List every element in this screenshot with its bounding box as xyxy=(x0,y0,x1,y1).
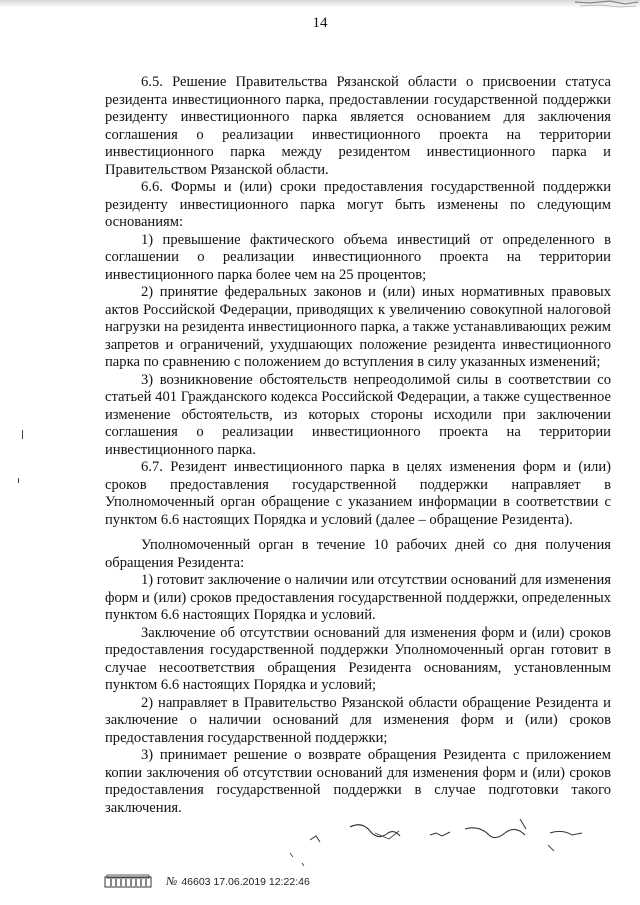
paragraph-authority-intro: Уполномоченный орган в течение 10 рабочих дней со дня получения обращения Резидента: xyxy=(105,537,611,571)
paragraph-authority-item-2: 2) направляет в Правительство Рязанской области обращение Резидента и заключение о наличии оснований для изменения форм и (или) сроков предоставления государственной поддержки; xyxy=(105,694,611,746)
paragraph-authority-item-3: 3) принимает решение о возврате обращения Резидента с приложением копии заключения об отсутствии оснований для изменения форм и (или) сроков предоставления государственной поддержки в случае подготовки такого заключения. xyxy=(105,747,611,816)
paragraph-6-5: 6.5. Решение Правительства Рязанской области о присвоении статуса резидента инвестиционного парка, предоставлении государственной поддержки резиденту инвестиционного парка является основанием для заключения соглашения о реализации инвестиционного проекта на территории инвестиционного парка между резидентом инвестиционного парка и Правительством Рязанской области. xyxy=(105,74,611,178)
signature-scribble xyxy=(280,815,600,875)
page-number: 14 xyxy=(312,15,328,31)
document-body xyxy=(105,74,611,817)
paragraph-authority-item-1: 1) готовит заключение о наличии или отсутствии оснований для изменения форм и (или) сроков предоставления государственной поддержки, определенных пунктом 6.6 настоящих Порядка и условий. xyxy=(105,572,611,623)
paragraph-6-6: 6.6. Формы и (или) сроки предоставления государственной поддержки резиденту инвестиционного парка могут быть изменены по следующим основаниям: xyxy=(105,179,611,230)
paragraph-6-7: 6.7. Резидент инвестиционного парка в целях изменения форм и (или) сроков предоставления государственной поддержки направляет в Уполномоченный орган обращение с указанием информации в соответствии с пунктом 6.6 настоящих Порядка и условий (далее – обращение Резидента). xyxy=(105,459,611,528)
registration-number-datetime: 46603 17.06.2019 12:22:46 xyxy=(181,875,310,888)
building-emblem-icon xyxy=(104,874,152,888)
number-sign: № xyxy=(166,873,178,888)
document-footer xyxy=(104,873,310,889)
paragraph-6-6-item-2: 2) принятие федеральных законов и (или) иных нормативных правовых актов Российской Федерации, приводящих к увеличению совокупной налоговой нагрузки на резидента инвестиционного парка, а также устанавливающих режим запретов и ограничений, ухудшающих положение резидента инвестиционного парка по сравнению с положением до вступления в силу указанных изменений; xyxy=(105,284,611,370)
paragraph-6-6-item-1: 1) превышение фактического объема инвестиций от определенного в соглашении о реализации инвестиционного проекта на территории инвестиционного парка более чем на 25 процентов; xyxy=(105,231,611,283)
margin-mark xyxy=(22,430,23,439)
registration-stamp xyxy=(166,874,310,889)
paragraph-6-6-item-3: 3) возникновение обстоятельств непреодолимой силы в соответствии со статьей 401 Гражданского кодекса Российской Федерации, а также существенное изменение обстоятельств, из которых стороны исходили при заключении соглашения о реализации инвестиционного проекта на территории инвестиционного парка. xyxy=(105,371,611,458)
scan-corner-artifact xyxy=(570,0,640,10)
paragraph-conclusion-absence: Заключение об отсутствии оснований для изменения форм и (или) сроков предоставления государственной поддержки Уполномоченный орган готовит в случае несоответствия обращения Резидента основаниям, установленным пунктом 6.6 настоящих Порядка и условий; xyxy=(105,624,611,693)
scan-edge xyxy=(0,0,640,8)
margin-mark xyxy=(18,478,19,483)
